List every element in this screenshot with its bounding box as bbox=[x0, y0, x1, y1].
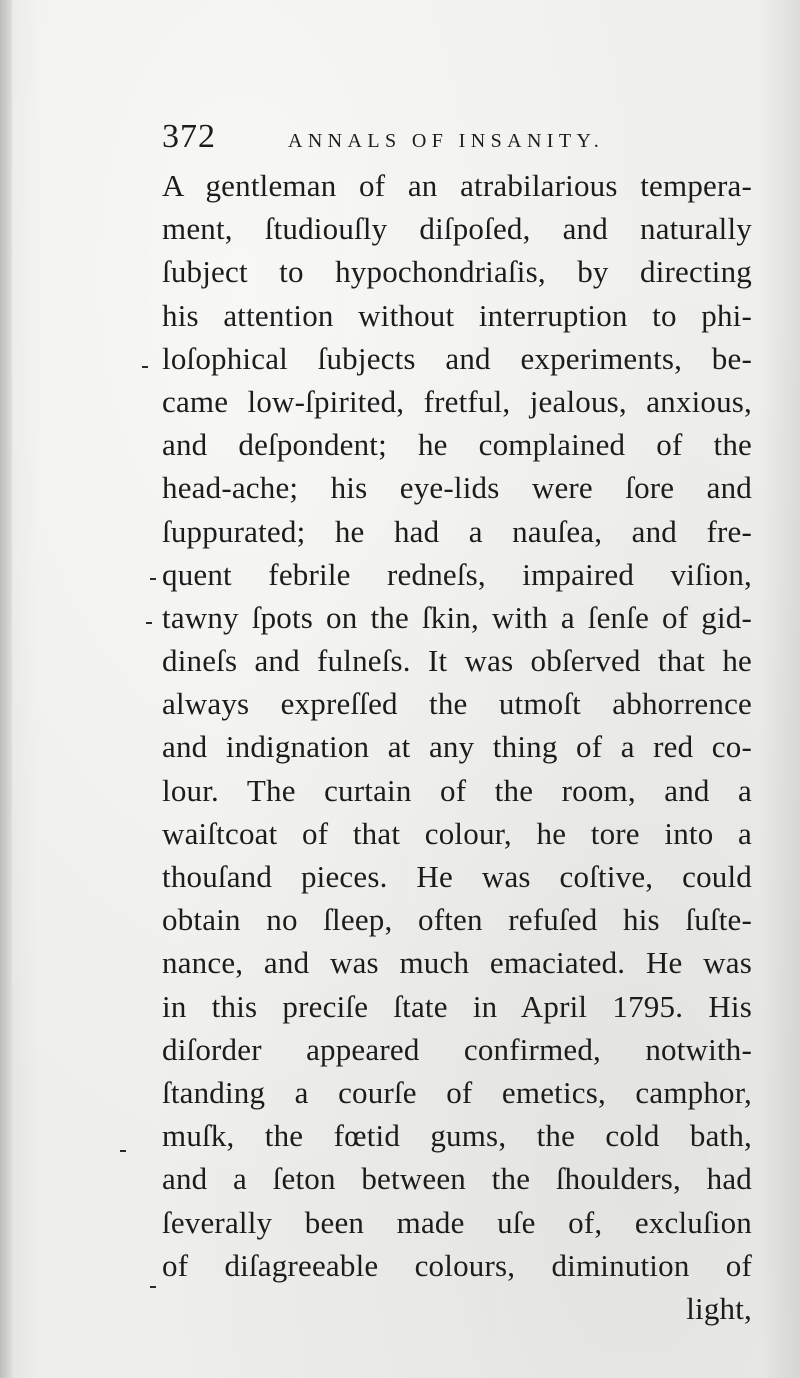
text-line: ment, ſtudiouſly diſpoſed, and naturally bbox=[162, 211, 752, 247]
margin-mark bbox=[150, 1286, 156, 1288]
text-line: head-ache; his eye-lids were ſore and bbox=[162, 470, 752, 506]
page-gutter-shadow bbox=[0, 0, 12, 1378]
text-line: and deſpondent; he complained of the bbox=[162, 427, 752, 463]
text-line: obtain no ſleep, often refuſed his ſuſte- bbox=[162, 902, 752, 938]
catchword: light, bbox=[686, 1290, 752, 1326]
text-line: muſk, the fœtid gums, the cold bath, bbox=[162, 1118, 752, 1154]
running-head: ANNALS OF INSANITY. bbox=[288, 130, 605, 152]
text-line: lour. The curtain of the room, and a bbox=[162, 772, 752, 808]
text-line: quent febrile redneſs, impaired viſion, bbox=[162, 556, 752, 592]
margin-mark bbox=[146, 622, 152, 624]
text-line: diſorder appeared confirmed, notwith- bbox=[162, 1031, 752, 1067]
text-line: always expreſſed the utmoſt abhorrence bbox=[162, 686, 752, 722]
text-line: and indignation at any thing of a red co- bbox=[162, 729, 752, 765]
text-line: thouſand pieces. He was coſtive, could bbox=[162, 859, 752, 894]
text-line: in this preciſe ſtate in April 1795. His bbox=[162, 988, 752, 1024]
text-line: A gentleman of an atrabilarious tempera- bbox=[162, 168, 752, 203]
margin-mark bbox=[120, 1150, 126, 1152]
text-line: nance, and was much emaciated. He was bbox=[162, 945, 752, 981]
text-line: ſeverally been made uſe of, excluſion bbox=[162, 1204, 752, 1240]
page-number: 372 bbox=[162, 118, 216, 155]
text-line: ſtanding a courſe of emetics, camphor, bbox=[162, 1074, 752, 1110]
text-line: loſophical ſubjects and experiments, be- bbox=[162, 340, 752, 376]
text-line: ſubject to hypochondriaſis, by directing bbox=[162, 254, 752, 290]
text-line: came low-ſpirited, fretful, jealous, anxious, bbox=[162, 383, 752, 419]
margin-mark bbox=[142, 366, 148, 368]
margin-mark bbox=[150, 578, 156, 580]
text-line: tawny ſpots on the ſkin, with a ſenſe of gid- bbox=[162, 599, 752, 635]
body-text bbox=[162, 164, 752, 1330]
text-line: ſuppurated; he had a nauſea, and fre- bbox=[162, 513, 752, 549]
text-line: dineſs and fulneſs. It was obſerved that he bbox=[162, 643, 752, 679]
page-header bbox=[162, 118, 722, 162]
text-line: his attention without interruption to phi- bbox=[162, 297, 752, 333]
text-line: of diſagreeable colours, diminution of bbox=[162, 1247, 752, 1283]
text-line: waiſtcoat of that colour, he tore into a bbox=[162, 815, 752, 851]
text-line: and a ſeton between the ſhoulders, had bbox=[162, 1161, 752, 1197]
